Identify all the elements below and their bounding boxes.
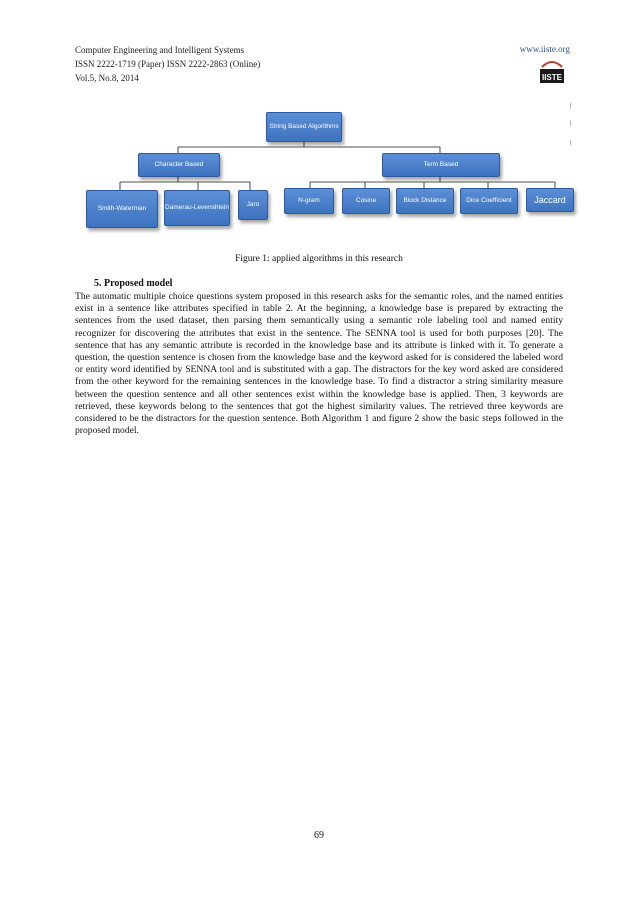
scan-mark	[570, 140, 571, 145]
scan-mark	[570, 103, 571, 109]
jaro-node: Jaro	[238, 190, 268, 220]
logo-text: IISTE	[541, 73, 563, 82]
journal-title: Computer Engineering and Intelligent Systems	[75, 45, 244, 55]
dice-coefficient-node: Dice Coefficient	[460, 188, 518, 214]
jaccard-node: Jaccard	[526, 188, 574, 212]
character-based-node: Character Based	[138, 153, 220, 177]
section-heading: 5. Proposed model	[94, 278, 173, 289]
iiste-logo	[540, 57, 564, 83]
root-node: String Based Algorithms	[266, 112, 342, 142]
smith-waterman-node: Smith-Waterman	[86, 190, 158, 228]
block-distance-node: Block Distance	[396, 188, 454, 214]
scan-mark	[570, 120, 571, 126]
term-based-node: Term Based	[382, 153, 500, 177]
damerau-levenshtein-node: Damerau-Levenshtein	[164, 190, 230, 226]
page-number: 69	[314, 830, 324, 841]
ngram-node: N-gram	[284, 188, 334, 214]
issn-line: ISSN 2222-1719 (Paper) ISSN 2222-2863 (Online)	[75, 59, 261, 69]
volume-line: Vol.5, No.8, 2014	[75, 73, 139, 83]
algorithm-tree-figure	[60, 100, 580, 248]
section-paragraph: The automatic multiple choice questions system proposed in this research asks for the semantic roles, and the named entities exist in a sentence like attributes specified in table 2. At the beginning, a knowledge base is prepared by extracting the sentences from the used dataset, then parsing them semantically using a semantic role labeling tool and named entity recognizer for discovering the attributes that exist in the sentence. The SENNA tool is used for both purposes [20]. The sentence that has any semantic attribute is recorded in the knowledge base and its attribute is linked with it. To generate a question, the question sentence is chosen from the knowledge base and the keyword asked for is considered the labeled word or entity word identified by SENNA tool and is substituted with a gap. The distractors for the key word asked are considered from the other keyword for the remaining sentences in the knowledge base. To find a distractor a string similarity measure between the question sentence and all other sentences exist within the knowledge base is applied. Then, 3 keywords are retrieved, these keywords belong to the sentences that got the highest similarity values. The retrieved three keywords are considered to be the distractors for the question sentence. Both Algorithm 1 and figure 2 show the basic steps followed in the proposed model.	[75, 291, 563, 437]
cosine-node: Cosine	[342, 188, 390, 214]
figure-caption: Figure 1: applied algorithms in this research	[235, 254, 403, 264]
journal-url[interactable]: www.iiste.org	[519, 44, 570, 54]
